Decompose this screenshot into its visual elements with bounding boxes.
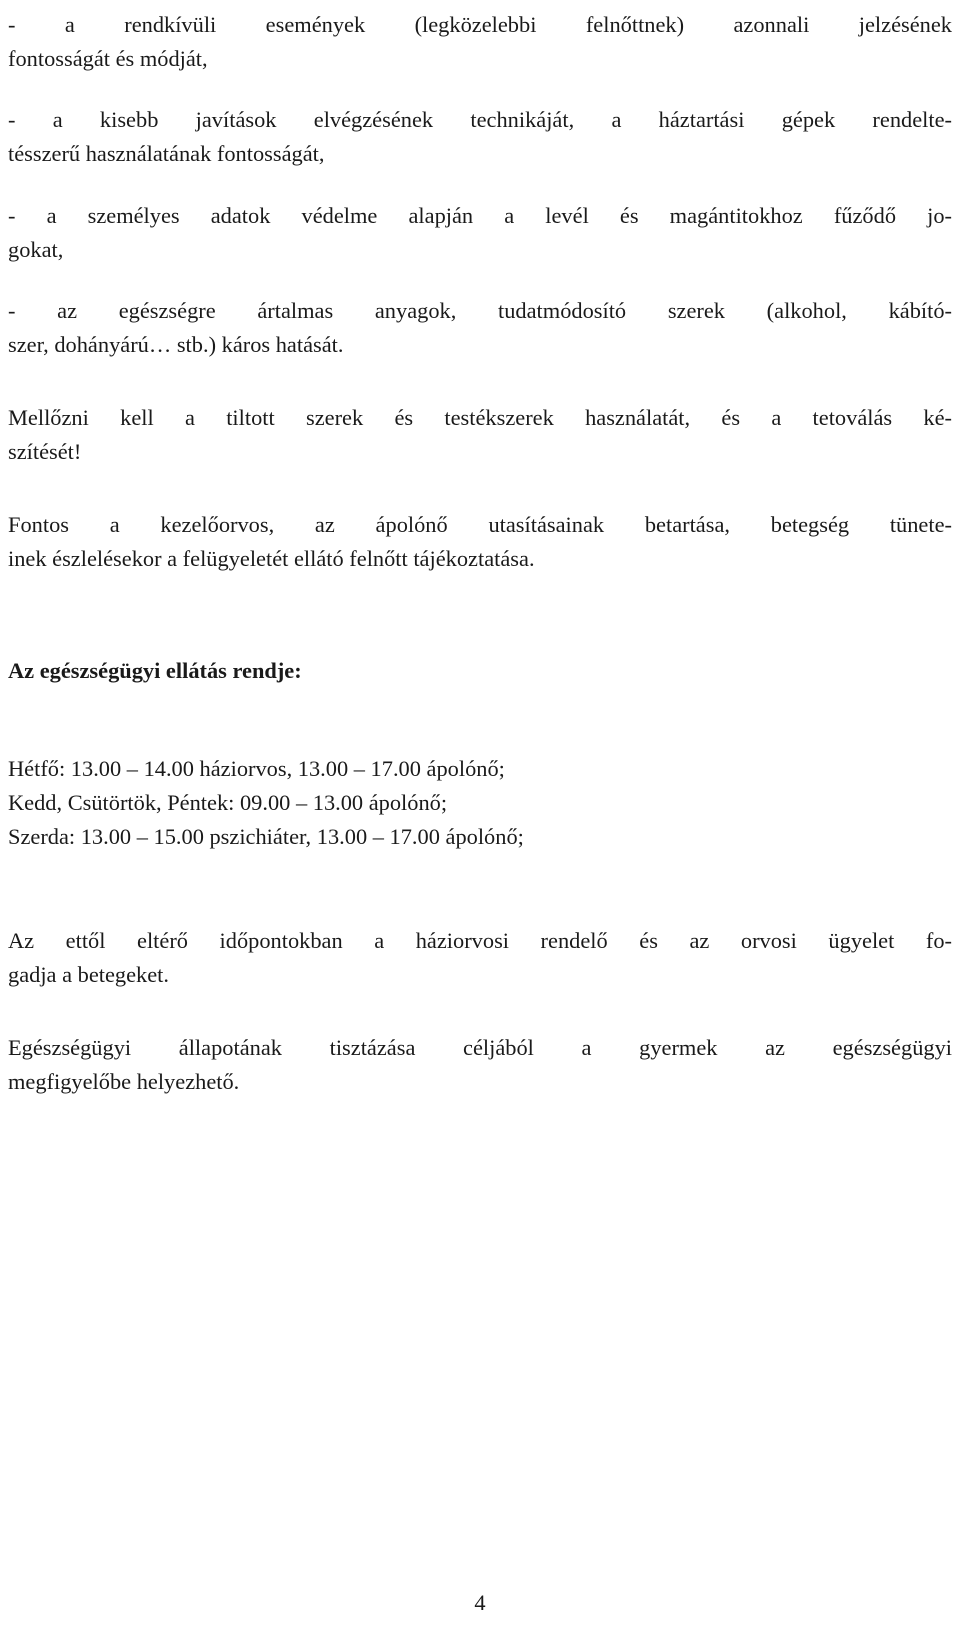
schedule-line-monday: Hétfő: 13.00 – 14.00 háziorvos, 13.00 – 17.00 ápolónő; <box>8 756 505 781</box>
text-line: fontosságát és módját, <box>8 46 208 71</box>
paragraph-prohibition <box>8 401 952 469</box>
text-line: tésszerű használatának fontosságát, <box>8 141 325 166</box>
text-line: - a személyes adatok védelme alapján a levél és magántitokhoz fűződő jo- <box>8 203 952 228</box>
text-line: - a kisebb javítások elvégzésének technikáját, a háztartási gépek rendelte- <box>8 107 952 132</box>
text-line: Az ettől eltérő időpontokban a háziorvosi rendelő és az orvosi ügyelet fo- <box>8 928 952 953</box>
text-line: megfigyelőbe helyezhető. <box>8 1069 240 1094</box>
text-line: szítését! <box>8 439 82 464</box>
paragraph-doctor-instructions <box>8 508 952 576</box>
page-number: 4 <box>474 1590 486 1615</box>
bullet-item-emergency <box>8 8 952 76</box>
bullet-item-harmful-substances <box>8 294 952 362</box>
text-line: szer, dohányárú… stb.) káros hatását. <box>8 332 344 357</box>
paragraph-observation <box>8 1031 952 1099</box>
text-line: Fontos a kezelőorvos, az ápolónő utasításainak betartása, betegség tünete- <box>8 512 952 537</box>
text-line: gokat, <box>8 237 64 262</box>
text-line: Mellőzni kell a tiltott szerek és testékszerek használatát, és a tetoválás ké- <box>8 405 952 430</box>
heading-text: Az egészségügyi ellátás rendje: <box>8 658 302 683</box>
text-line: - a rendkívüli események (legközelebbi felnőttnek) azonnali jelzésének <box>8 12 952 37</box>
schedule-line-wednesday: Szerda: 13.00 – 15.00 pszichiáter, 13.00 – 17.00 ápolónő; <box>8 824 524 849</box>
text-line: Egészségügyi állapotának tisztázása céljából a gyermek az egészségügyi <box>8 1035 952 1060</box>
text-line: inek észlelésekor a felügyeletét ellátó felnőtt tájékoztatása. <box>8 546 535 571</box>
schedule-line-tue-thu-fri: Kedd, Csütörtök, Péntek: 09.00 – 13.00 ápolónő; <box>8 790 448 815</box>
text-line: - az egészségre ártalmas anyagok, tudatmódosító szerek (alkohol, kábító- <box>8 298 952 323</box>
bullet-item-repairs <box>8 103 952 171</box>
section-heading <box>8 654 952 688</box>
text-line: gadja a betegeket. <box>8 962 169 987</box>
paragraph-other-times <box>8 924 952 992</box>
bullet-item-privacy <box>8 199 952 267</box>
schedule-list <box>8 752 952 854</box>
